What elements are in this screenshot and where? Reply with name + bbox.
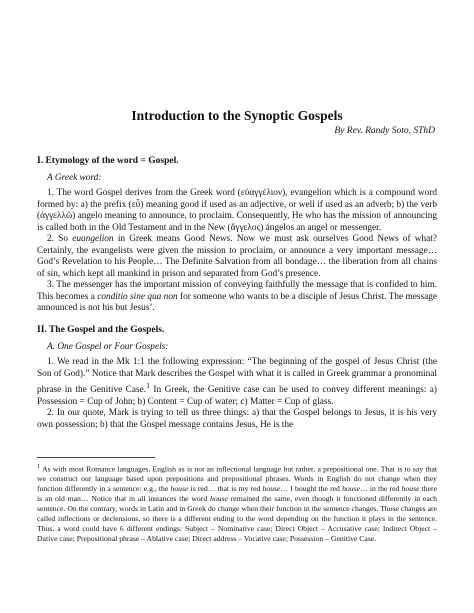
text-run: there is an old man… Notice that in all instances the word (37, 484, 438, 504)
paragraph-2-2: 2. In our quote, Mark is trying to tell us three things: a) that the Gospel belongs to Jesus, it is his very own possession; b) that the Gospel message contains Jesus, He is the (37, 408, 437, 430)
emphasis-term: conditio sine qua non (97, 291, 178, 302)
text-run: for someone who wants to be a disciple of Jesus Christ. The message announced is not his but Jesus’. (37, 291, 438, 314)
footnote-divider (37, 457, 155, 458)
footnote-text (37, 462, 437, 544)
section-heading-gospels: II. The Gospel and the Gospels. (37, 325, 165, 336)
document-body (37, 156, 437, 431)
footnote (37, 462, 437, 544)
paragraph-2-1 (37, 357, 437, 408)
text-run: As with most Romance languages, English as is not an inflectional language but rather, a prepositional one. That is to say that we construct our language based upon prepositions and prepositional phrases. Words in English do not change when they function differently in a sentence: e.g., the (37, 464, 437, 494)
subheading-greek-word: A Greek word: (47, 172, 102, 183)
text-run: in Greek means Good News. Now we must ask ourselves Good News of what? Certainly, the evangelists were given the mission to proclaim, or announce a very important message… God’s Revelation to his People… The Definite Salvation from all bondage… the liberation from all chains of sin, which kept all mankind in prison and separated from God’s presence. (37, 234, 437, 279)
emphasis-word: house (342, 484, 361, 494)
emphasis-word: house (170, 484, 189, 494)
text-run: 2. So (47, 234, 73, 245)
text-run: … I bought the red (280, 484, 343, 494)
paragraph-1-3 (37, 280, 437, 315)
footnote-marker: 1 (37, 463, 41, 470)
emphasis-word: house (209, 494, 228, 504)
text-run: 3. The messenger has the important mission of conveying faithfully the message that is confided to him. This becomes a (37, 280, 437, 302)
page-title: Introduction to the Synoptic Gospels (131, 108, 343, 123)
author-byline: By Rev. Randy Soto, SThD (334, 126, 435, 136)
emphasis-word: house (401, 484, 420, 494)
paragraph-1-1: 1. The word Gospel derives from the Greek word (εὐαγγέλιον), evangelion which is a compound word formed by: a) the prefix (εὖ) meaning good if used as an adjective, or well if used as an adverb; b) the verb (ἀγγελλῶ) angelo meaning to announce, to proclaim. Consequently, He who has the mission of announcing is called both in the Old Testament and in the New (ἄγγελος) ángelos an angel or messenger. (37, 188, 437, 233)
paragraph-1-2 (37, 234, 437, 280)
emphasis-term: euangelion (72, 234, 114, 245)
text-run: remained the same, even though it functioned differently in each sentence. On the contrary, words in Latin and in Greek do change when their function in the sentence changes. Those changes are called inflections or declensions, so there is a different ending to the word depending on the function it plays in the sentence. Thus, a word could have 6 different endings: Subject – Nominative case; Direct Object – Accusative case; Indirect Object – Dative case; Prepositional phrase – Ablative case; Direct address – Vocative case; Possession – Genitive Case. (37, 494, 437, 543)
section-heading-etymology: I. Etymology of the word = Gospel. (37, 156, 179, 166)
text-run: … in the red (360, 484, 402, 494)
subheading-one-or-four: A. One Gospel or Four Gospels: (47, 341, 169, 352)
footnote-reference: 1 (146, 381, 150, 391)
emphasis-word: house (262, 484, 281, 494)
text-run: 1. We read in the Mk 1:1 the following expression: “The beginning of the gospel of Jesus Christ (the Son of God).” Notice that Mark describes the Gospel with what it is called in Greek grammar a pronominal phrase in the Genitive Case. (37, 357, 437, 396)
text-run: is red… that is my red (188, 484, 263, 494)
text-run: In Greek, the Genitive case can be used to convey different meanings: a) Possession = Cup of John; b) Content = Cup of water; c) Matter = Cup of glass. (37, 385, 437, 407)
